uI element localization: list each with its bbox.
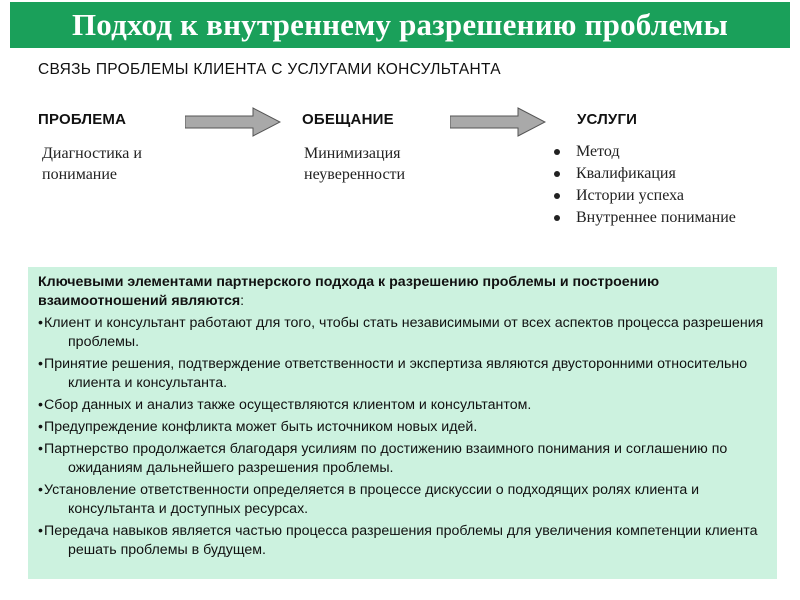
- bullet-mark: •: [38, 356, 43, 372]
- problem-line: понимание: [42, 166, 118, 183]
- list-item-text: Партнерство продолжается благодаря усилиям по достижению взаимного понимания и соглашению по ожиданиям дальнейшего разрешения проблемы.: [44, 441, 728, 476]
- page-title: Подход к внутреннему разрешению проблемы: [71, 7, 729, 42]
- bullet-icon: [554, 149, 560, 155]
- arrow-right-icon: [450, 107, 546, 137]
- arrow-right-icon: [185, 107, 281, 137]
- services-label: УСЛУГИ: [577, 111, 638, 128]
- bullet-mark: •: [38, 441, 43, 457]
- box-intro-tail: :: [240, 293, 245, 309]
- list-item: [38, 314, 767, 352]
- promise-line: Минимизация: [304, 145, 401, 162]
- bullet-icon: [554, 193, 560, 199]
- service-item-text: Внутреннее понимание: [576, 209, 736, 226]
- bullet-mark: •: [38, 523, 43, 539]
- list-item: [38, 440, 767, 478]
- problem-text: [42, 143, 142, 185]
- list-item: [38, 418, 767, 437]
- bullet-icon: [554, 215, 560, 221]
- list-item: [38, 396, 767, 415]
- list-item-text: Сбор данных и анализ также осуществляются клиентом и консультантом.: [44, 397, 532, 413]
- list-item: [38, 481, 767, 519]
- list-item-text: Принятие решения, подтверждение ответственности и экспертиза являются двусторонними относительно клиента и консультанта.: [44, 356, 748, 391]
- box-intro: [38, 273, 767, 311]
- promise-label: ОБЕЩАНИЕ: [302, 111, 394, 128]
- key-elements-box: [28, 267, 777, 579]
- list-item-text: Передача навыков является частью процесса разрешения проблемы для увеличения компетенции клиента решать проблемы в будущем.: [44, 523, 758, 558]
- bullet-mark: •: [38, 419, 43, 435]
- list-item: [38, 522, 767, 560]
- diagram: [30, 55, 780, 245]
- list-item-text: Клиент и консультант работают для того, чтобы стать независимыми от всех аспектов процесса разрешения проблемы.: [44, 315, 764, 350]
- service-item-text: Метод: [576, 143, 620, 160]
- problem-label: ПРОБЛЕМА: [38, 111, 127, 128]
- services-list: [550, 141, 736, 229]
- box-intro-bold: Ключевыми элементами партнерского подхода к разрешению проблемы и построению взаимоотношений являются: [38, 274, 660, 309]
- bullet-mark: •: [38, 482, 43, 498]
- promise-text: [304, 143, 405, 185]
- list-item-text: Предупреждение конфликта может быть источником новых идей.: [44, 419, 478, 435]
- service-item-text: Квалификация: [576, 165, 676, 182]
- list-item: [550, 185, 736, 207]
- diagram-heading: СВЯЗЬ ПРОБЛЕМЫ КЛИЕНТА С УСЛУГАМИ КОНСУЛЬТАНТА: [38, 61, 501, 78]
- bullet-icon: [554, 171, 560, 177]
- promise-line: неуверенности: [304, 166, 406, 183]
- problem-line: Диагностика и: [42, 145, 142, 162]
- list-item: [550, 141, 736, 163]
- title-bar: [10, 2, 790, 48]
- bullet-mark: •: [38, 315, 43, 331]
- bullet-mark: •: [38, 397, 43, 413]
- list-item-text: Установление ответственности определяется в процессе дискуссии о подходящих ролях клиента и консультанта и доступных ресурсах.: [44, 482, 700, 517]
- list-item: [38, 355, 767, 393]
- list-item: [550, 207, 736, 229]
- list-item: [550, 163, 736, 185]
- service-item-text: Истории успеха: [576, 187, 685, 204]
